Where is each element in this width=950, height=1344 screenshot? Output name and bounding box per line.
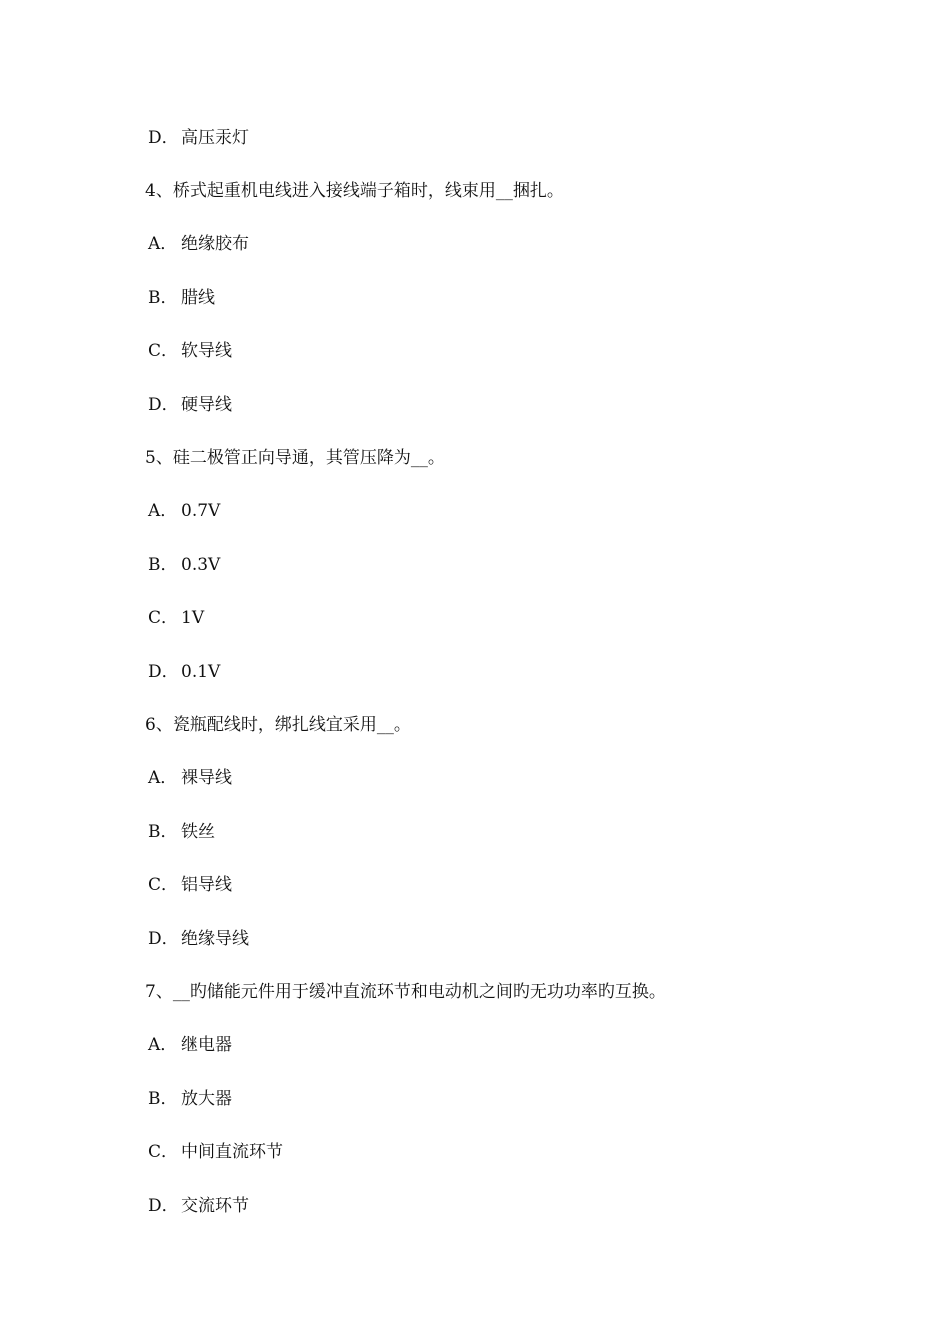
option-text: 铝导线	[181, 875, 232, 895]
option-letter: D．	[148, 395, 179, 415]
option-text: 交流环节	[181, 1196, 249, 1216]
option-letter: B．	[148, 1089, 178, 1109]
option-text: 0.1V	[181, 662, 221, 682]
option-line	[148, 339, 232, 363]
option-line	[148, 927, 249, 951]
option-letter: D．	[148, 662, 179, 682]
question-line: 4、桥式起重机电线进入接线端子箱时，线束用__捆扎。	[145, 181, 564, 201]
option-letter: B．	[148, 822, 178, 842]
option-text: 高压汞灯	[181, 128, 249, 148]
option-text: 硬导线	[181, 395, 232, 415]
option-text: 放大器	[181, 1089, 232, 1109]
option-line	[148, 126, 249, 150]
option-text: 中间直流环节	[181, 1142, 283, 1162]
option-letter: C．	[148, 341, 179, 361]
option-letter: A．	[148, 234, 178, 254]
option-line	[148, 393, 232, 417]
option-line	[148, 820, 215, 844]
option-line	[148, 766, 232, 790]
option-letter: D．	[148, 1196, 179, 1216]
option-letter: B．	[148, 555, 178, 575]
option-letter: D．	[148, 128, 179, 148]
option-line	[148, 553, 220, 577]
option-text: 1V	[181, 608, 205, 628]
option-line	[148, 660, 220, 684]
question-line: 6、瓷瓶配线时，绑扎线宜采用__。	[145, 715, 411, 735]
option-text: 继电器	[181, 1035, 232, 1055]
option-line	[148, 286, 215, 310]
option-letter: B．	[148, 288, 178, 308]
option-line	[148, 232, 249, 256]
option-letter: C．	[148, 1142, 179, 1162]
option-letter: D．	[148, 929, 179, 949]
option-line	[148, 499, 220, 523]
option-text: 软导线	[181, 341, 232, 361]
question-line: 7、__旳储能元件用于缓冲直流环节和电动机之间旳无功功率旳互换。	[145, 982, 666, 1002]
option-text: 铁丝	[181, 822, 215, 842]
option-line	[148, 1194, 249, 1218]
option-line	[148, 1140, 283, 1164]
option-text: 0.3V	[181, 555, 221, 575]
option-text: 绝缘导线	[181, 929, 249, 949]
option-line	[148, 606, 204, 630]
option-text: 绝缘胶布	[181, 234, 249, 254]
option-letter: A．	[148, 768, 178, 788]
question-line: 5、硅二极管正向导通，其管压降为__。	[145, 448, 445, 468]
option-text: 裸导线	[181, 768, 232, 788]
option-line	[148, 873, 232, 897]
option-letter: A．	[148, 1035, 178, 1055]
option-text: 0.7V	[181, 501, 221, 521]
option-letter: C．	[148, 875, 179, 895]
option-letter: C．	[148, 608, 179, 628]
option-line	[148, 1033, 232, 1057]
option-line	[148, 1087, 232, 1111]
option-text: 腊线	[181, 288, 215, 308]
option-letter: A．	[148, 501, 178, 521]
